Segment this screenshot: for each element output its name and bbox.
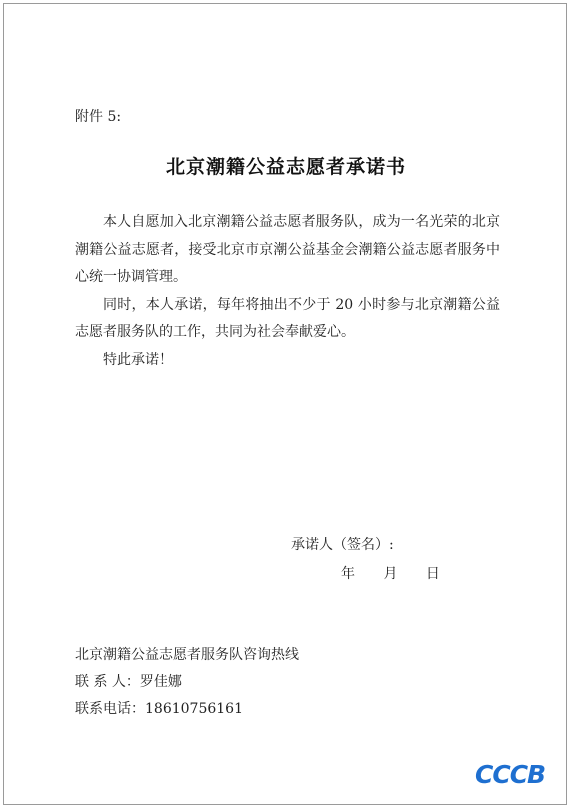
contact-phone: 联系电话：18610756161 [75,701,243,717]
date-year: 年 [341,566,355,582]
document-title: 北京潮籍公益志愿者承诺书 [165,156,406,178]
contact-person: 联 系 人：罗佳娜 [75,674,182,690]
contact-block [75,642,299,723]
paragraph-2: 同时，本人承诺，每年将抽出不少于 20 小时参与北京潮籍公益志愿者服务队的工作，共同为社会奉献爱心。 [75,296,500,340]
date-month: 月 [383,566,398,582]
cccb-logo: CCCB [475,760,546,789]
date-day: 日 [425,566,440,582]
date-line [341,563,440,583]
paragraph-3: 特此承诺！ [103,351,173,368]
document-body [75,209,500,374]
signature-label: 承诺人（签名）: [291,537,394,553]
paragraph-1: 本人自愿加入北京潮籍公益志愿者服务队，成为一名光荣的北京潮籍公益志愿者，接受北京市京潮公益基金会潮籍公益志愿者服务中心统一协调管理。 [75,214,500,285]
attachment-label: 附件 5: [75,109,122,125]
contact-heading: 北京潮籍公益志愿者服务队咨询热线 [75,647,299,663]
